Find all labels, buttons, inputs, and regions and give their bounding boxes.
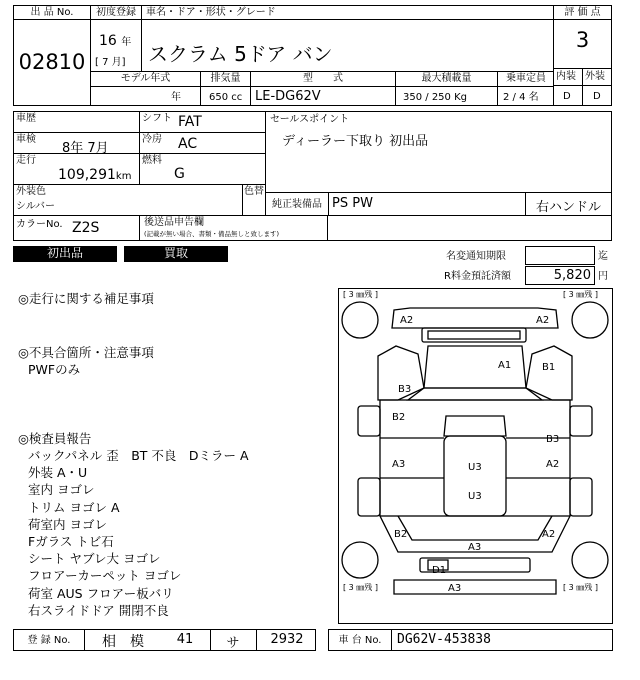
color-change-cell	[242, 184, 266, 216]
recycle-fee-label: R料金預託済額	[444, 271, 511, 282]
tire-front-right	[572, 302, 608, 338]
recycle-fee-value: 5,820	[553, 268, 591, 283]
rating-score: 3	[575, 28, 590, 52]
fuel-value: G	[174, 166, 185, 182]
tire-label-tr: [ 3 ㎜残 ]	[563, 290, 598, 299]
documents-label: 後送品申告欄	[144, 217, 204, 228]
inspector-line: Fガラス トビ石	[28, 534, 114, 550]
purchase-badge: 買取	[124, 246, 228, 262]
tire-label-br: [ 3 ㎜残 ]	[563, 583, 598, 592]
shift-label: シフト	[142, 113, 172, 124]
mark-fender-right: B1	[542, 362, 556, 373]
registration-class: 41	[176, 632, 194, 647]
mileage-value: 109,291	[58, 167, 116, 183]
mark-roof-front: U3	[468, 462, 482, 473]
reg-month: [ 7 月]	[95, 57, 126, 68]
first-registration-box	[90, 5, 142, 72]
tire-rear-left	[342, 542, 378, 578]
inspector-line: バックパネル 歪 BT 不良 Dミラー A	[28, 448, 249, 463]
mark-back-panel: A3	[468, 542, 482, 553]
mark-back-door: D1	[432, 565, 447, 576]
ac-label: 冷房	[142, 134, 162, 145]
steering-value: 右ハンドル	[535, 200, 601, 215]
inspector-report-title: ◎検査員報告	[18, 431, 92, 446]
color-number: Z2S	[72, 220, 100, 236]
recycle-fee-unit: 円	[598, 271, 608, 282]
reg-year-unit: 年	[121, 37, 132, 48]
tire-front-left	[342, 302, 378, 338]
chassis-box	[328, 629, 613, 651]
documents-note: (記載が無い場合、書類・備品無しと致します)	[144, 230, 280, 238]
registration-kana: サ	[226, 636, 240, 651]
interior-label: 内装	[556, 71, 576, 82]
reg-year: 16	[99, 33, 117, 49]
rating-box	[553, 5, 612, 106]
exterior-color-cell	[13, 184, 243, 216]
rating-label: 評 価 点	[554, 6, 611, 20]
equipment-value: PS PW	[332, 196, 373, 211]
model-year-label: モデル年式	[120, 73, 171, 84]
mileage-unit: km	[115, 171, 132, 182]
mark-front-door-left: B2	[392, 412, 406, 423]
inspector-line: 荷室 AUS フロアー板バリ	[28, 585, 174, 601]
shift-cell	[139, 111, 266, 133]
displacement-label: 排気量	[210, 73, 241, 84]
inspection-value: 8年 7月	[62, 141, 109, 156]
name-change-unit: 迄	[598, 251, 608, 262]
mark-slide-right: A2	[546, 459, 560, 470]
inspection-cell	[13, 132, 140, 154]
lot-number: 02810	[18, 50, 86, 74]
sales-point-box	[265, 111, 612, 193]
mark-hood: A1	[498, 360, 512, 371]
inspector-line: 右スライドドア 開閉不良	[28, 602, 169, 618]
steering-cell	[525, 192, 612, 216]
exterior-grade: D	[593, 91, 601, 102]
fuel-cell	[139, 153, 266, 185]
mark-slide-left: A3	[392, 459, 406, 470]
registration-number: 2932	[270, 632, 304, 647]
ac-value: AC	[178, 136, 198, 152]
history-label: 車歴	[16, 113, 36, 124]
sales-point-value: ディーラー下取り 初出品	[282, 134, 429, 149]
max-load-label: 最大積載量	[421, 73, 472, 84]
ac-cell	[139, 132, 266, 154]
registration-box	[13, 629, 316, 651]
inspector-line: 荷室内 ヨゴレ	[28, 516, 107, 532]
inspector-line: トリム ヨゴレ A	[28, 499, 120, 515]
car-name-label: 車名・ドア・形状・グレード	[146, 7, 276, 18]
fuel-label: 燃料	[142, 155, 162, 166]
mark-roof-rear: U3	[468, 491, 482, 502]
defect-note-line: PWFのみ	[28, 362, 81, 377]
mark-rear-right: A2	[542, 529, 556, 540]
mileage-label: 走行	[16, 155, 36, 166]
max-load-value: 350 / 250 Kg	[403, 92, 467, 103]
documents-cell	[139, 215, 328, 241]
history-cell	[13, 111, 140, 133]
exterior-label: 外装	[585, 71, 605, 82]
inspector-line: シート ヤブレ大 ヨゴレ	[28, 551, 161, 567]
driving-notes-title: ◎走行に関する補足事項	[18, 291, 154, 306]
exterior-color-label: 外装色	[16, 186, 46, 197]
registration-area: 相 模	[102, 634, 144, 650]
mark-fender-left: B3	[398, 384, 412, 395]
inspector-line: 外装 A・U	[28, 465, 88, 481]
color-number-label: カラーNo.	[16, 219, 63, 230]
inspector-report	[28, 447, 249, 619]
tire-label-bl: [ 3 ㎜残 ]	[343, 583, 378, 592]
capacity-label: 乗車定員	[506, 73, 546, 84]
vehicle-diagram	[338, 288, 613, 624]
shift-value: FAT	[178, 114, 202, 130]
car-name: スクラム 5ドア バン	[148, 42, 333, 66]
defect-notes-title: ◎不具合箇所・注意事項	[18, 345, 154, 360]
car-name-box	[141, 5, 554, 72]
mark-rear-bumper: A3	[448, 583, 462, 594]
model-code-label: 型 式	[303, 73, 343, 84]
lot-number-box	[13, 5, 91, 106]
equipment-cell	[265, 192, 526, 216]
mark-rear-door-right: B3	[546, 434, 560, 445]
interior-grade: D	[563, 91, 571, 102]
inspector-line: 室内 ヨゴレ	[28, 482, 95, 498]
capacity-value: 2 / 4 名	[503, 92, 539, 103]
mark-front-bumper-left: A2	[400, 315, 414, 326]
mark-front-bumper-right: A2	[536, 315, 550, 326]
inspection-label: 車検	[16, 134, 36, 145]
registration-label: 登 録 No.	[27, 635, 71, 646]
mileage-cell	[13, 153, 140, 185]
color-change-label: 色替	[244, 186, 264, 197]
name-change-value	[525, 246, 595, 265]
exterior-color-name: シルバー	[16, 201, 56, 212]
mark-rear-left: B2	[394, 529, 408, 540]
tire-rear-right	[572, 542, 608, 578]
first-registration-label: 初度登録	[91, 6, 141, 20]
documents-blank	[327, 215, 612, 241]
lot-number-label: 出 品 No.	[14, 6, 90, 20]
recycle-fee-box	[525, 266, 595, 285]
chassis-label: 車 台 No.	[338, 635, 382, 646]
equipment-label: 純正装備品	[272, 199, 322, 210]
model-code: LE-DG62V	[255, 89, 321, 104]
first-listing-badge: 初出品	[13, 246, 117, 262]
color-number-cell	[13, 215, 140, 241]
inspector-line: フロアーカーペット ヨゴレ	[28, 568, 182, 584]
model-year-unit: 年	[171, 92, 181, 103]
name-change-label: 名変通知期限	[446, 251, 506, 262]
chassis-number: DG62V-453838	[397, 632, 491, 647]
sales-point-label: セールスポイント	[270, 114, 350, 125]
tire-label-tl: [ 3 ㎜残 ]	[343, 290, 378, 299]
displacement-value: 650 cc	[209, 92, 243, 103]
spec-table	[90, 71, 554, 106]
